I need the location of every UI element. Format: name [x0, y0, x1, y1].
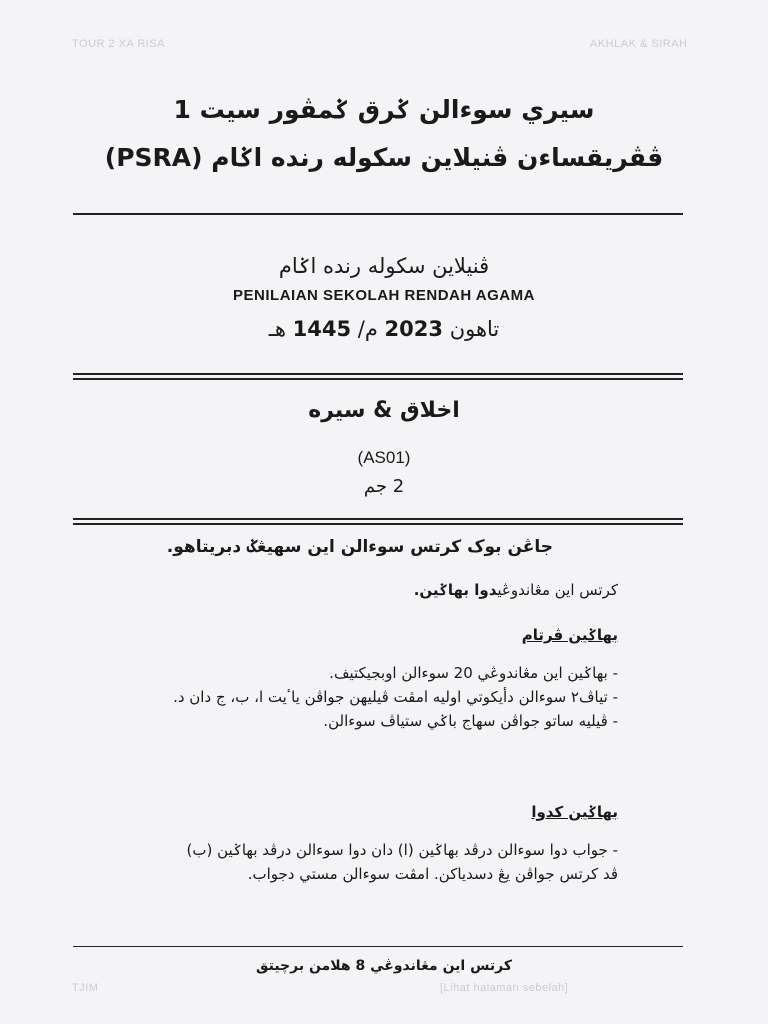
instruction-item: - بهاݢين اين مڠاندوڠي 20 سوءالن اوبجيکتيف.: [329, 664, 618, 682]
exam-name-latin: PENILAIAN SEKOLAH RENDAH AGAMA: [233, 287, 535, 304]
instruction-item: - ڤيليه ساتو جواڤن سهاج باݢي ستياڤ سوءالن.: [323, 712, 618, 730]
divider: [73, 518, 683, 520]
bleed-through-text: AKHLAK & SIRAH: [590, 38, 688, 50]
subject-code: (AS01): [357, 448, 411, 467]
instruction-item: - تياڤ٢ سوءالن دأيکوتي اوليه امڤت ڤيليهن جواڤن ياٴيت ا، ب، ج دان د.: [173, 688, 618, 706]
exam-title: ڤڤريقساءن ڤنيلاين سكوله رنده اݢام (PSRA): [104, 143, 664, 172]
contents-bold: دوا بهاݢين.: [413, 581, 498, 599]
year-suffix: هـ: [268, 317, 286, 341]
bleed-through-text: [Lihat halaman sebelah]: [440, 982, 569, 994]
divider: [73, 213, 683, 215]
section-b-instructions: [78, 838, 618, 886]
divider: [73, 946, 683, 947]
paper-contents: [78, 581, 618, 599]
exam-duration: 2 جم: [363, 476, 405, 497]
contents-text: کرتس اين مڠاندوڠي: [497, 581, 618, 599]
section-a-instructions: [78, 661, 618, 733]
page-count-note: کرتس اين مڠاندوڠي 8 هلامن برچيتق: [256, 958, 512, 974]
bleed-through-text: TJIM: [72, 982, 99, 994]
section-a-title: بهاݢين ڤرتام: [521, 626, 618, 644]
year-mid: م/: [357, 317, 378, 341]
year-prefix: تاهون: [449, 317, 500, 341]
divider: [73, 523, 683, 525]
divider: [73, 378, 683, 380]
series-title: سيري سوءالن ݢرق ݢمڤور سيت 1: [173, 95, 595, 124]
section-b-title: بهاݢين کدوا: [531, 803, 618, 821]
year-gregorian: 2023: [384, 317, 443, 341]
do-not-open-notice: جاڠن بوک کرتس سوءالن اين سهيڠݢ دبريتاهو.: [166, 537, 553, 557]
bleed-through-text: TOUR 2 XA RISA: [72, 38, 165, 50]
subject-name: اخلاق & سيره: [308, 398, 460, 423]
year-hijri: 1445: [292, 317, 352, 341]
exam-name-jawi: ڤنيلاين سکوله رنده اݢام: [278, 254, 490, 278]
divider: [73, 373, 683, 375]
instruction-item: - جواب دوا سوءالن درڤد بهاݢين (ا) دان دوا سوءالن درڤد بهاݢين (ب): [186, 841, 618, 859]
exam-year: [0, 317, 768, 341]
instruction-item: ڤد کرتس جواڤن يڠ دسدياکن. امڤت سوءالن مستي دجواب.: [247, 865, 618, 883]
